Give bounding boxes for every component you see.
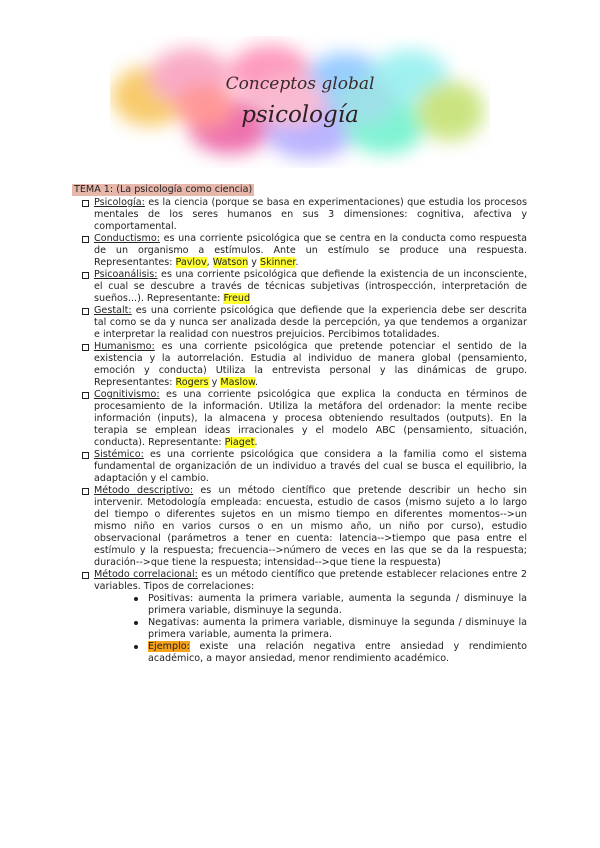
bullet-icon	[134, 597, 138, 601]
term: Método correlacional:	[94, 569, 198, 580]
checkbox-icon	[82, 572, 89, 579]
list-item-metodo-correlacional	[72, 569, 527, 593]
sub-item-text: existe una relación negativa entre ansiedad y rendimiento académico, a mayor ansiedad, menor rendimiento académico.	[148, 641, 527, 664]
term: Cognitivismo:	[94, 389, 160, 400]
definition: es un método científico que pretende establecer relaciones entre 2 variables. Tipos de correlaciones:	[94, 569, 527, 592]
title-line-1: Conceptos global	[225, 74, 375, 94]
sub-item-positivas	[72, 593, 527, 617]
list-item-humanismo	[72, 341, 527, 389]
sub-item-text: Positivas: aumenta la primera variable, aumenta la segunda / disminuye la primera variable, disminuye la segunda.	[148, 593, 527, 616]
representative-highlight: Pavlov	[175, 257, 207, 268]
checkbox-icon	[82, 272, 89, 279]
end-punct: .	[295, 257, 299, 268]
checkbox-icon	[82, 344, 89, 351]
list-item-gestalt	[72, 305, 527, 341]
term: Humanismo:	[94, 341, 155, 352]
representative-highlight: Rogers	[175, 377, 209, 388]
representative-highlight: Maslow	[220, 377, 255, 388]
definition: es una corriente psicológica que explica la conducta en términos de procesamiento de la información. Utiliza la metáfora del ordenador: la mente recibe información (inputs), la almacena y procesa obteniendo resultados (outputs). En la terapia se emplean ideas irracionales y el modelo ABC (pensamiento, situación, conducta). Representante:	[94, 389, 527, 448]
checkbox-icon	[82, 452, 89, 459]
title-banner	[110, 36, 490, 168]
list-item-cognitivismo	[72, 389, 527, 449]
definition: es una corriente psicológica que pretende potenciar el sentido de la existencia y la autorrelación. Estudia al individuo de manera global (pensamiento, emoción y conducta) Utiliza la entrevista personal y las dinámicas de grupo. Representantes:	[94, 341, 527, 388]
bullet-icon	[134, 645, 138, 649]
list-item-metodo-descriptivo	[72, 485, 527, 569]
checkbox-icon	[82, 392, 89, 399]
term: Psicología:	[94, 197, 145, 208]
representative-highlight: Watson	[212, 257, 249, 268]
term: Método descriptivo:	[94, 485, 194, 496]
title-line-2: psicología	[241, 102, 359, 128]
representative-highlight: Skinner	[260, 257, 296, 268]
checkbox-icon	[82, 308, 89, 315]
list-item-psicoanalisis	[72, 269, 527, 305]
checkbox-icon	[82, 200, 89, 207]
separator: ,	[206, 257, 213, 268]
example-label: Ejemplo:	[148, 641, 190, 652]
list-item-psicologia	[72, 197, 527, 233]
sub-item-ejemplo	[72, 641, 527, 665]
bullet-icon	[134, 621, 138, 625]
definition: es la ciencia (porque se basa en experimentaciones) que estudia los procesos mentales de los seres humanos en sus 3 dimensiones: cognitiva, afectiva y comportamental.	[94, 197, 527, 232]
definition: es una corriente psicológica que considera a la familia como el sistema fundamental de organización de un individuo a través del cual se busca el equilibrio, la adaptación y el cambio.	[94, 449, 527, 484]
end-punct: .	[255, 377, 259, 388]
term: Conductismo:	[94, 233, 160, 244]
definition: es una corriente psicológica que se centra en la conducta como respuesta de un organismo a estímulos. Ante un estímulo se produce una respuesta. Representantes:	[94, 233, 527, 268]
section-title: TEMA 1: (La psicología como ciencia)	[74, 184, 253, 195]
list-item-conductismo	[72, 233, 527, 269]
representative-highlight: Piaget	[224, 437, 255, 448]
term: Gestalt:	[94, 305, 132, 316]
definition: es una corriente psicológica que defiende la existencia de un inconsciente, el cual se descubre a través de técnicas subjetivas (introspección, interpretación de sueños...). Representante:	[94, 269, 527, 304]
checkbox-icon	[82, 488, 89, 495]
sub-item-negativas	[72, 617, 527, 641]
notes-content	[72, 184, 527, 665]
end-punct: .	[254, 437, 258, 448]
term: Sistémico:	[94, 449, 144, 460]
list-item-sistemico	[72, 449, 527, 485]
separator: y	[248, 257, 260, 268]
checkbox-icon	[82, 236, 89, 243]
definition: es una corriente psicológica que defiende que la experiencia debe ser descrita tal como se da y nunca ser analizada desde la percepción, ya que tendemos a organizar e interpretar la realidad con nuestros prejuicios. Percibimos totalidades.	[94, 305, 527, 340]
sub-item-text: Negativas: aumenta la primera variable, disminuye la segunda / disminuye la primera variable, aumenta la primera.	[148, 617, 527, 640]
definition: es un método científico que pretende describir un hecho sin intervenir. Metodología empleada: encuesta, estudio de casos (mismo sujeto a lo largo del tiempo o diferentes sujetos en un mismo tiempo en diferentes momentos-->un mismo niño en varios cursos o en un mismo año, un niño por curso), estudio observacional (parámetros a tener en cuenta: latencia-->tiempo que pasa entre el estímulo y la respuesta; frecuencia-->número de veces en las que se da la respuesta; duración-->que tiene la respuesta; intensidad-->que tiene la respuesta)	[94, 485, 528, 568]
representative-highlight: Freud	[223, 293, 251, 304]
separator: y	[208, 377, 221, 388]
term: Psicoanálisis:	[94, 269, 158, 280]
